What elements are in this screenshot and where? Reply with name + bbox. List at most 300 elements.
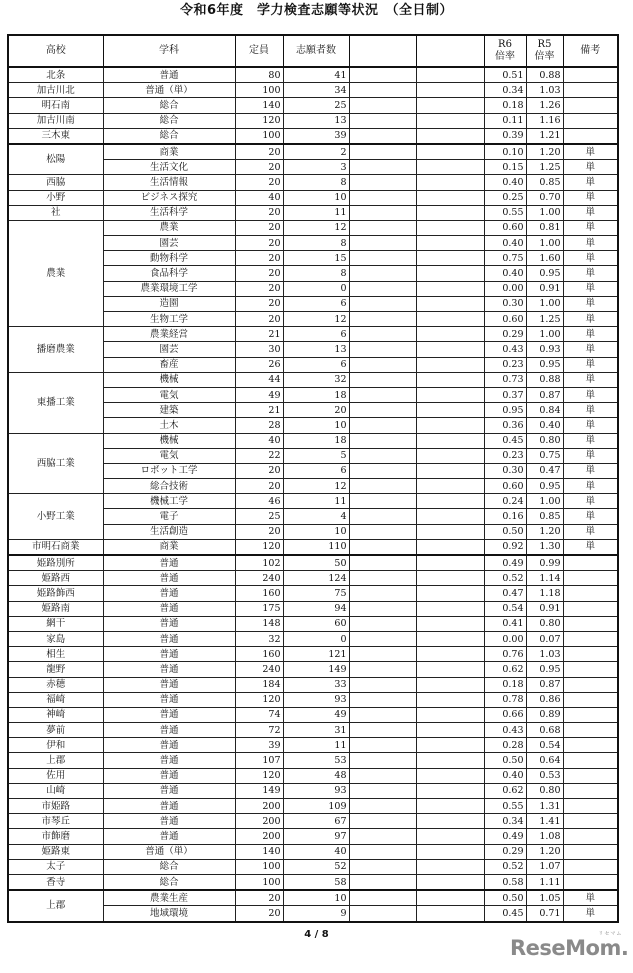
r6-ratio-value: 0.54 (484, 601, 526, 616)
table-row (8, 707, 618, 722)
blank-cell-1 (349, 586, 416, 601)
capacity-value: 160 (235, 647, 283, 662)
blank-cell-2 (416, 312, 484, 327)
blank-cell-2 (416, 83, 484, 98)
blank-cell-1 (349, 160, 416, 175)
r5-ratio-value: 0.47 (526, 463, 563, 478)
table-row (8, 783, 618, 798)
applicants-value: 20 (283, 403, 349, 418)
capacity-value: 21 (235, 403, 283, 418)
r5-ratio-value: 1.14 (526, 571, 563, 586)
r6-ratio-value: 0.52 (484, 859, 526, 874)
blank-cell-2 (416, 555, 484, 571)
note-value (563, 586, 618, 601)
department-name: 畜産 (103, 357, 235, 372)
table-row (8, 113, 618, 128)
r5-ratio-value: 0.80 (526, 616, 563, 631)
capacity-value: 20 (235, 160, 283, 175)
school-name: 農業 (8, 220, 103, 326)
capacity-value: 200 (235, 799, 283, 814)
note-value: 単 (563, 494, 618, 509)
applicants-value: 49 (283, 707, 349, 722)
applicants-value: 10 (283, 418, 349, 433)
department-name: 普通 (103, 707, 235, 722)
note-value: 単 (563, 190, 618, 205)
blank-cell-1 (349, 251, 416, 266)
blank-cell-2 (416, 692, 484, 707)
capacity-value: 40 (235, 190, 283, 205)
note-value: 単 (563, 509, 618, 524)
applicants-value: 67 (283, 814, 349, 829)
capacity-value: 46 (235, 494, 283, 509)
blank-cell-2 (416, 890, 484, 906)
r5-ratio-value: 1.00 (526, 494, 563, 509)
blank-cell-2 (416, 327, 484, 342)
applicants-value: 58 (283, 874, 349, 890)
blank-cell-2 (416, 738, 484, 753)
note-value: 単 (563, 524, 618, 539)
school-name: 明石南 (8, 98, 103, 113)
note-value: 単 (563, 266, 618, 281)
r5-ratio-value: 1.05 (526, 890, 563, 906)
blank-cell-2 (416, 357, 484, 372)
table-row (8, 555, 618, 571)
blank-cell-1 (349, 677, 416, 692)
note-value: 単 (563, 175, 618, 190)
capacity-value: 20 (235, 251, 283, 266)
r6-ratio-value: 0.62 (484, 783, 526, 798)
capacity-value: 20 (235, 463, 283, 478)
r6-ratio-value: 0.50 (484, 753, 526, 768)
r5-ratio-value: 1.30 (526, 539, 563, 555)
school-name: 姫路別所 (8, 555, 103, 571)
note-value (563, 113, 618, 128)
capacity-value: 20 (235, 175, 283, 190)
r5-ratio-value: 0.85 (526, 509, 563, 524)
blank-cell-1 (349, 723, 416, 738)
capacity-value: 20 (235, 236, 283, 251)
note-value (563, 647, 618, 662)
department-name: 普通 (103, 677, 235, 692)
capacity-value: 100 (235, 859, 283, 874)
capacity-value: 26 (235, 357, 283, 372)
blank-cell-2 (416, 859, 484, 874)
header-r6-ratio (484, 35, 526, 67)
applicants-value: 33 (283, 677, 349, 692)
blank-cell-2 (416, 662, 484, 677)
r6-ratio-value: 0.10 (484, 144, 526, 160)
table-row (8, 753, 618, 768)
capacity-value: 28 (235, 418, 283, 433)
blank-cell-1 (349, 859, 416, 874)
note-value: 単 (563, 418, 618, 433)
capacity-value: 184 (235, 677, 283, 692)
note-value: 単 (563, 251, 618, 266)
blank-cell-1 (349, 539, 416, 555)
department-name: 普通 (103, 768, 235, 783)
department-name: 普通 (103, 586, 235, 601)
blank-cell-2 (416, 844, 484, 859)
r6-ratio-value: 0.60 (484, 479, 526, 494)
capacity-value: 120 (235, 692, 283, 707)
blank-cell-1 (349, 829, 416, 844)
note-value (563, 662, 618, 677)
applicants-value: 6 (283, 296, 349, 311)
header-row (8, 35, 618, 67)
blank-cell-1 (349, 601, 416, 616)
note-value (563, 555, 618, 571)
table-row (8, 327, 618, 342)
capacity-value: 100 (235, 874, 283, 890)
blank-cell-2 (416, 586, 484, 601)
r6-ratio-value: 0.18 (484, 677, 526, 692)
department-name: 生活創造 (103, 524, 235, 539)
department-name: 商業 (103, 144, 235, 160)
blank-cell-2 (416, 98, 484, 113)
department-name: 建築 (103, 403, 235, 418)
department-name: 土木 (103, 418, 235, 433)
r6-ratio-value: 0.43 (484, 342, 526, 357)
blank-cell-1 (349, 266, 416, 281)
blank-cell-1 (349, 357, 416, 372)
applicants-value: 75 (283, 586, 349, 601)
department-name: 普通 (103, 814, 235, 829)
r6-ratio-value: 0.55 (484, 799, 526, 814)
school-name: 神崎 (8, 707, 103, 722)
applicants-value: 149 (283, 662, 349, 677)
blank-cell-2 (416, 251, 484, 266)
blank-cell-2 (416, 601, 484, 616)
header-r6-label: R6 (498, 39, 512, 50)
r6-ratio-value: 0.34 (484, 83, 526, 98)
applicants-value: 13 (283, 342, 349, 357)
note-value: 単 (563, 327, 618, 342)
capacity-value: 74 (235, 707, 283, 722)
r5-ratio-value: 0.95 (526, 662, 563, 677)
department-name: 普通 (103, 799, 235, 814)
department-name: 農業生産 (103, 890, 235, 906)
school-name: 姫路東 (8, 844, 103, 859)
applicants-value: 110 (283, 539, 349, 555)
school-name: 加古川北 (8, 83, 103, 98)
blank-cell-2 (416, 342, 484, 357)
r6-ratio-value: 0.29 (484, 327, 526, 342)
blank-cell-1 (349, 874, 416, 890)
table-row (8, 631, 618, 646)
r5-ratio-value: 0.53 (526, 768, 563, 783)
school-name: 家島 (8, 631, 103, 646)
r5-ratio-value: 1.31 (526, 799, 563, 814)
blank-cell-2 (416, 647, 484, 662)
school-name: 市琴丘 (8, 814, 103, 829)
r5-ratio-value: 0.81 (526, 220, 563, 235)
r5-ratio-value: 1.07 (526, 859, 563, 874)
note-value (563, 692, 618, 707)
school-name: 西脇工業 (8, 433, 103, 494)
table-row (8, 372, 618, 387)
applicants-value: 32 (283, 372, 349, 387)
applicants-value: 8 (283, 266, 349, 281)
department-name: 普通 (103, 692, 235, 707)
school-name: 社 (8, 205, 103, 220)
blank-cell-2 (416, 814, 484, 829)
applicants-value: 34 (283, 83, 349, 98)
blank-cell-2 (416, 433, 484, 448)
applicants-value: 10 (283, 524, 349, 539)
note-value (563, 783, 618, 798)
note-value: 単 (563, 906, 618, 922)
application-status-table (7, 34, 619, 923)
applicants-value: 15 (283, 251, 349, 266)
table-row (8, 723, 618, 738)
note-value (563, 799, 618, 814)
blank-cell-1 (349, 98, 416, 113)
r5-ratio-value: 1.60 (526, 251, 563, 266)
capacity-value: 120 (235, 768, 283, 783)
blank-cell-1 (349, 372, 416, 387)
blank-cell-1 (349, 799, 416, 814)
header-r5-label: R5 (537, 39, 552, 50)
school-name: 上郡 (8, 753, 103, 768)
note-value (563, 814, 618, 829)
capacity-value: 107 (235, 753, 283, 768)
department-name: 機械 (103, 372, 235, 387)
header-r5-ratio (526, 35, 563, 67)
capacity-value: 20 (235, 906, 283, 922)
blank-cell-1 (349, 509, 416, 524)
blank-cell-1 (349, 890, 416, 906)
note-value (563, 98, 618, 113)
blank-cell-2 (416, 783, 484, 798)
school-name: 夢前 (8, 723, 103, 738)
r5-ratio-value: 1.20 (526, 844, 563, 859)
department-name: 普通 (103, 783, 235, 798)
header-r6-sub: 倍率 (495, 51, 515, 62)
applicants-value: 9 (283, 906, 349, 922)
department-name: 総合 (103, 128, 235, 144)
table-row (8, 98, 618, 113)
blank-cell-1 (349, 220, 416, 235)
table-row (8, 433, 618, 448)
table-row (8, 616, 618, 631)
applicants-value: 11 (283, 494, 349, 509)
r5-ratio-value: 1.20 (526, 144, 563, 160)
note-value: 単 (563, 205, 618, 220)
capacity-value: 100 (235, 128, 283, 144)
header-r5-sub: 倍率 (534, 51, 555, 62)
note-value (563, 768, 618, 783)
r6-ratio-value: 0.34 (484, 814, 526, 829)
department-name: 普通 (103, 753, 235, 768)
department-name: 普通 (103, 738, 235, 753)
department-name: 電気 (103, 448, 235, 463)
blank-cell-2 (416, 463, 484, 478)
page-indicator: 4 / 8 (304, 929, 329, 940)
logo-ruby: リセマム (598, 931, 623, 937)
school-name: 加古川南 (8, 113, 103, 128)
r5-ratio-value: 0.95 (526, 266, 563, 281)
table-row (8, 829, 618, 844)
r5-ratio-value: 1.41 (526, 814, 563, 829)
r6-ratio-value: 0.95 (484, 403, 526, 418)
table-body (8, 67, 618, 922)
note-value: 単 (563, 479, 618, 494)
r5-ratio-value: 1.03 (526, 647, 563, 662)
r5-ratio-value: 0.80 (526, 783, 563, 798)
blank-cell-2 (416, 539, 484, 555)
school-name: 龍野 (8, 662, 103, 677)
note-value: 単 (563, 403, 618, 418)
r5-ratio-value: 1.03 (526, 83, 563, 98)
table-row (8, 890, 618, 906)
r6-ratio-value: 0.52 (484, 571, 526, 586)
note-value: 単 (563, 372, 618, 387)
blank-cell-1 (349, 814, 416, 829)
table-row (8, 738, 618, 753)
applicants-value: 53 (283, 753, 349, 768)
blank-cell-1 (349, 327, 416, 342)
department-name: 生物工学 (103, 312, 235, 327)
r6-ratio-value: 0.39 (484, 128, 526, 144)
capacity-value: 39 (235, 738, 283, 753)
applicants-value: 39 (283, 128, 349, 144)
department-name: 商業 (103, 539, 235, 555)
department-name: 普通（単） (103, 83, 235, 98)
capacity-value: 148 (235, 616, 283, 631)
r6-ratio-value: 0.78 (484, 692, 526, 707)
blank-cell-1 (349, 342, 416, 357)
capacity-value: 20 (235, 479, 283, 494)
blank-cell-1 (349, 524, 416, 539)
r6-ratio-value: 0.18 (484, 98, 526, 113)
blank-cell-1 (349, 205, 416, 220)
r5-ratio-value: 1.20 (526, 524, 563, 539)
r6-ratio-value: 0.55 (484, 205, 526, 220)
r6-ratio-value: 0.25 (484, 190, 526, 205)
table-row (8, 844, 618, 859)
department-name: 園芸 (103, 342, 235, 357)
school-name: 三木東 (8, 128, 103, 144)
applicants-value: 0 (283, 631, 349, 646)
note-value: 単 (563, 463, 618, 478)
capacity-value: 140 (235, 844, 283, 859)
school-name: 市明石商業 (8, 539, 103, 555)
note-value: 単 (563, 433, 618, 448)
capacity-value: 20 (235, 205, 283, 220)
applicants-value: 12 (283, 312, 349, 327)
blank-cell-1 (349, 768, 416, 783)
logo-text: ReseMom. (510, 936, 629, 960)
r5-ratio-value: 1.08 (526, 829, 563, 844)
table-row (8, 859, 618, 874)
department-name: 地域環境 (103, 906, 235, 922)
table-row (8, 175, 618, 190)
note-value (563, 128, 618, 144)
r5-ratio-value: 0.07 (526, 631, 563, 646)
capacity-value: 20 (235, 266, 283, 281)
table-row (8, 814, 618, 829)
blank-cell-2 (416, 571, 484, 586)
blank-cell-1 (349, 175, 416, 190)
blank-cell-2 (416, 707, 484, 722)
blank-cell-2 (416, 296, 484, 311)
capacity-value: 21 (235, 327, 283, 342)
department-name: 農業経営 (103, 327, 235, 342)
blank-cell-2 (416, 281, 484, 296)
blank-cell-1 (349, 753, 416, 768)
capacity-value: 149 (235, 783, 283, 798)
r6-ratio-value: 0.29 (484, 844, 526, 859)
note-value: 単 (563, 539, 618, 555)
applicants-value: 11 (283, 738, 349, 753)
r6-ratio-value: 0.28 (484, 738, 526, 753)
school-name: 伊和 (8, 738, 103, 753)
r6-ratio-value: 0.76 (484, 647, 526, 662)
note-value: 単 (563, 220, 618, 235)
r5-ratio-value: 1.21 (526, 128, 563, 144)
r6-ratio-value: 0.40 (484, 768, 526, 783)
resemom-logo (510, 931, 629, 960)
blank-cell-1 (349, 418, 416, 433)
school-name: 山崎 (8, 783, 103, 798)
note-value (563, 738, 618, 753)
blank-cell-1 (349, 113, 416, 128)
applicants-value: 25 (283, 98, 349, 113)
capacity-value: 44 (235, 372, 283, 387)
department-name: 総合 (103, 113, 235, 128)
capacity-value: 72 (235, 723, 283, 738)
capacity-value: 25 (235, 509, 283, 524)
r6-ratio-value: 0.51 (484, 67, 526, 83)
r5-ratio-value: 0.84 (526, 403, 563, 418)
applicants-value: 124 (283, 571, 349, 586)
blank-cell-1 (349, 844, 416, 859)
blank-cell-2 (416, 799, 484, 814)
table-row (8, 601, 618, 616)
r5-ratio-value: 1.00 (526, 296, 563, 311)
school-name: 西脇 (8, 175, 103, 190)
r5-ratio-value: 1.25 (526, 312, 563, 327)
department-name: ビジネス探究 (103, 190, 235, 205)
blank-cell-2 (416, 144, 484, 160)
r5-ratio-value: 1.00 (526, 327, 563, 342)
applicants-value: 8 (283, 236, 349, 251)
r5-ratio-value: 0.88 (526, 372, 563, 387)
note-value (563, 83, 618, 98)
r6-ratio-value: 0.62 (484, 662, 526, 677)
r6-ratio-value: 0.73 (484, 372, 526, 387)
note-value (563, 723, 618, 738)
blank-cell-2 (416, 67, 484, 83)
applicants-value: 13 (283, 113, 349, 128)
header-note: 備考 (563, 35, 618, 67)
r5-ratio-value: 0.87 (526, 387, 563, 402)
r6-ratio-value: 0.30 (484, 296, 526, 311)
header-applicants: 志願者数 (283, 35, 349, 67)
applicants-value: 11 (283, 205, 349, 220)
r6-ratio-value: 0.75 (484, 251, 526, 266)
r5-ratio-value: 0.64 (526, 753, 563, 768)
applicants-value: 121 (283, 647, 349, 662)
r6-ratio-value: 0.30 (484, 463, 526, 478)
applicants-value: 109 (283, 799, 349, 814)
blank-cell-2 (416, 175, 484, 190)
r5-ratio-value: 0.95 (526, 357, 563, 372)
r6-ratio-value: 0.24 (484, 494, 526, 509)
department-name: 総合 (103, 859, 235, 874)
note-value (563, 601, 618, 616)
blank-cell-2 (416, 753, 484, 768)
